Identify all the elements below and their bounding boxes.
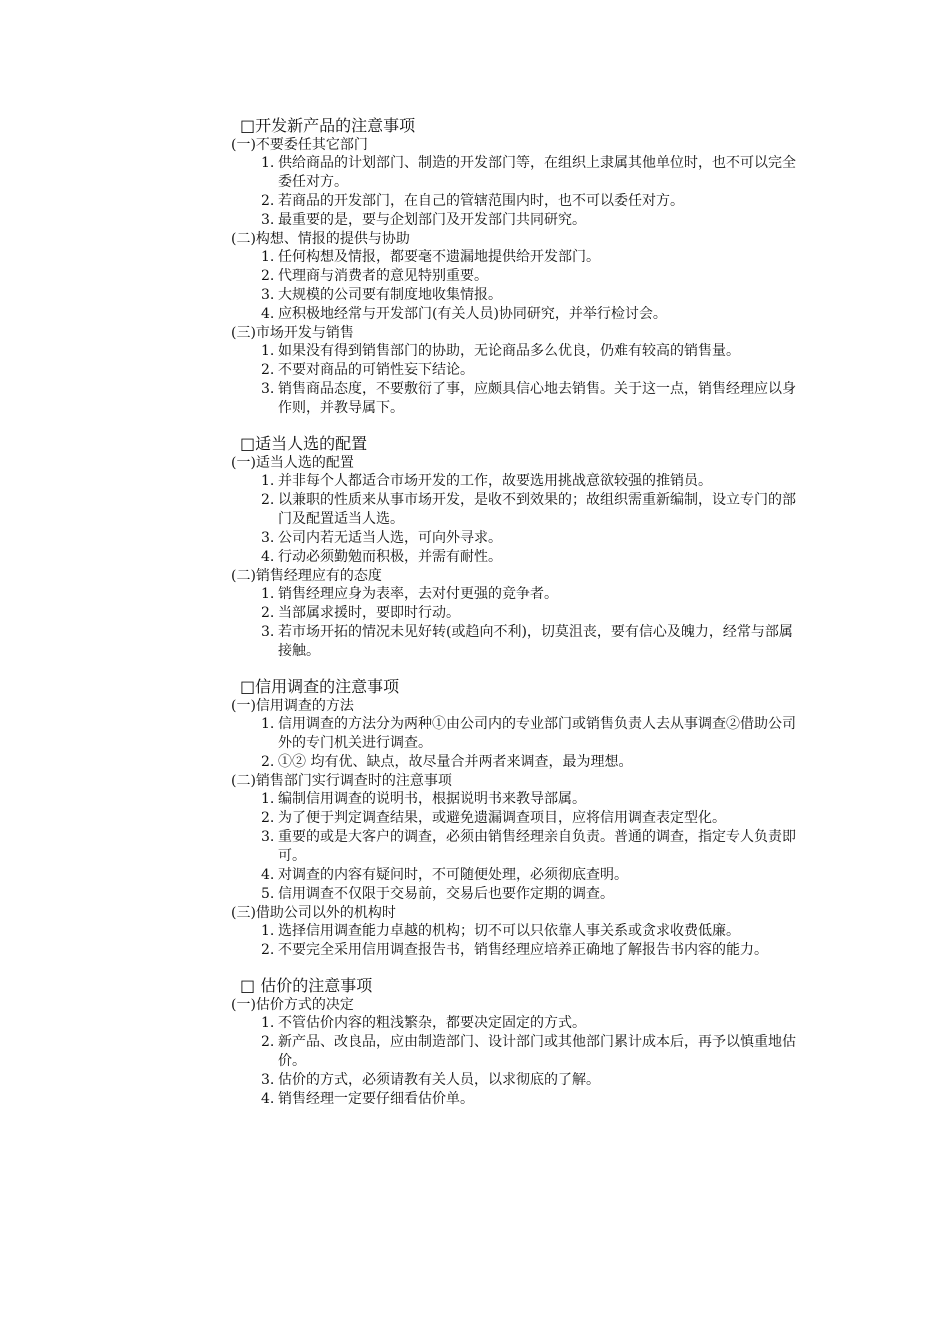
list-item [261,1014,801,1033]
subsection-title: (一)适当人选的配置 [231,455,354,471]
list-item-text: 若市场开拓的情况未见好转(或趋向不利)，切莫沮丧，要有信心及魄力，经常与部属接触。 [278,624,793,659]
list-item [261,623,801,661]
list-item-text: 销售经理应身为表率，去对付更强的竞争者。 [278,586,558,602]
list-item-text: 公司内若无适当人选，可向外寻求。 [278,530,502,546]
list-item-text: 以兼职的性质来从事市场开发，是收不到效果的；故组织需重新编制，设立专门的部门及配置适当人选。 [278,492,796,527]
subsection-title: (二)构想、情报的提供与协助 [231,231,410,247]
list-item [261,548,801,567]
list-item [261,809,801,828]
list-item-number: 2. [261,942,275,958]
list-item-text: 当部属求援时，要即时行动。 [278,605,460,621]
list-item-number: 5. [261,886,275,902]
list-item-text: 估价的方式，必须请教有关人员，以求彻底的了解。 [278,1072,600,1088]
list-item-number: 2. [261,1034,275,1050]
list-item-number: 2. [261,492,275,508]
list-item-number: 2. [261,362,275,378]
subsection-title: (一)信用调查的方法 [231,698,354,714]
list-item-text: 大规模的公司要有制度地收集情报。 [278,287,502,303]
list-item-number: 3. [261,829,275,845]
list-item-text: 若商品的开发部门，在自己的管辖范围内时，也不可以委任对方。 [278,193,684,209]
list-item-text: 信用调查的方法分为两种①由公司内的专业部门或销售负责人去从事调查②借助公司外的专门机关进行调查。 [278,716,796,751]
list-item-number: 4. [261,306,275,322]
list-item-number: 4. [261,1091,275,1107]
document-page [0,116,950,1125]
list-item-number: 1. [261,249,275,265]
list-item-number: 3. [261,1072,275,1088]
section-1 [0,116,950,418]
list-item [261,342,801,361]
list-item [261,361,801,380]
list-item-number: 2. [261,810,275,826]
list-item-text: 编制信用调查的说明书，根据说明书来教导部属。 [278,791,586,807]
list-item-number: 1. [261,586,275,602]
list-item-number: 3. [261,287,275,303]
list-item-text: 任何构想及情报，都要毫不遗漏地提供给开发部门。 [278,249,600,265]
list-item-text: 行动必须勤勉而积极，并需有耐性。 [278,549,502,565]
list-item-number: 2. [261,268,275,284]
list-item [261,753,801,772]
list-item-text: 应积极地经常与开发部门(有关人员)协同研究，并举行检讨会。 [278,306,667,322]
section-4 [0,976,950,1109]
section-title: □适当人选的配置 [240,434,368,453]
list-item [261,1090,801,1109]
list-item-number: 1. [261,473,275,489]
list-item [261,529,801,548]
list-item-text: 信用调查不仅限于交易前，交易后也要作定期的调查。 [278,886,614,902]
list-item-number: 1. [261,716,275,732]
list-item-text: 最重要的是，要与企划部门及开发部门共同研究。 [278,212,586,228]
list-item [261,1033,801,1071]
list-item-number: 1. [261,343,275,359]
list-item-number: 2. [261,605,275,621]
list-item [261,1071,801,1090]
list-item-number: 2. [261,193,275,209]
section-title: □ 估价的注意事项 [240,976,373,995]
list-item [261,267,801,286]
section-title: □信用调查的注意事项 [240,677,400,696]
list-item [261,154,801,192]
subsection-title: (三)借助公司以外的机构时 [231,905,396,921]
list-item-text: 如果没有得到销售部门的协助，无论商品多么优良，仍难有较高的销售量。 [278,343,740,359]
list-item [261,192,801,211]
list-item-text: 对调查的内容有疑问时，不可随便处理，必须彻底查明。 [278,867,628,883]
list-item-text: 并非每个人都适合市场开发的工作，故要选用挑战意欲较强的推销员。 [278,473,712,489]
list-item-number: 1. [261,1015,275,1031]
list-item [261,286,801,305]
list-item-number: 4. [261,867,275,883]
list-item-number: 3. [261,212,275,228]
subsection-title: (二)销售经理应有的态度 [231,568,382,584]
list-item-text: 不要完全采用信用调查报告书，销售经理应培养正确地了解报告书内容的能力。 [278,942,768,958]
list-item-text: ①② 均有优、缺点，故尽量合并两者来调查，最为理想。 [278,754,633,770]
list-item-text: 销售经理一定要仔细看估价单。 [278,1091,474,1107]
section-2 [0,434,950,661]
list-item-text: 重要的或是大客户的调查，必须由销售经理亲自负责。普通的调查，指定专人负责即可。 [278,829,796,864]
list-item [261,380,801,418]
list-item [261,790,801,809]
list-item-text: 新产品、改良品，应由制造部门、设计部门或其他部门累计成本后，再予以慎重地估价。 [278,1034,796,1069]
list-item [261,828,801,866]
list-item [261,941,801,960]
list-item-number: 1. [261,923,275,939]
list-item [261,585,801,604]
list-item [261,491,801,529]
list-item [261,604,801,623]
list-item-number: 4. [261,549,275,565]
list-item [261,305,801,324]
list-item-text: 代理商与消费者的意见特别重要。 [278,268,488,284]
list-item-text: 不管估价内容的粗浅繁杂，都要决定固定的方式。 [278,1015,586,1031]
list-item [261,248,801,267]
list-item-text: 选择信用调查能力卓越的机构；切不可以只依靠人事关系或贪求收费低廉。 [278,923,740,939]
subsection-title: (二)销售部门实行调查时的注意事项 [231,773,452,789]
section-title: □开发新产品的注意事项 [240,116,416,135]
section-3 [0,677,950,960]
list-item-number: 1. [261,791,275,807]
subsection-title: (一)不要委任其它部门 [231,137,368,153]
subsection-title: (一)估价方式的决定 [231,997,354,1013]
list-item [261,472,801,491]
list-item-text: 为了便于判定调查结果，或避免遗漏调查项目，应将信用调查表定型化。 [278,810,726,826]
list-item-text: 不要对商品的可销性妄下结论。 [278,362,474,378]
list-item [261,866,801,885]
subsection-title: (三)市场开发与销售 [231,325,354,341]
list-item-number: 3. [261,624,275,640]
list-item [261,922,801,941]
list-item-number: 3. [261,381,275,397]
list-item-number: 3. [261,530,275,546]
list-item-number: 1. [261,155,275,171]
list-item-text: 销售商品态度，不要敷衍了事，应颇具信心地去销售。关于这一点，销售经理应以身作则，并教导属下。 [278,381,796,416]
list-item [261,885,801,904]
list-item [261,211,801,230]
list-item-text: 供给商品的计划部门、制造的开发部门等，在组织上隶属其他单位时，也不可以完全委任对方。 [278,155,796,190]
list-item-number: 2. [261,754,275,770]
list-item [261,715,801,753]
